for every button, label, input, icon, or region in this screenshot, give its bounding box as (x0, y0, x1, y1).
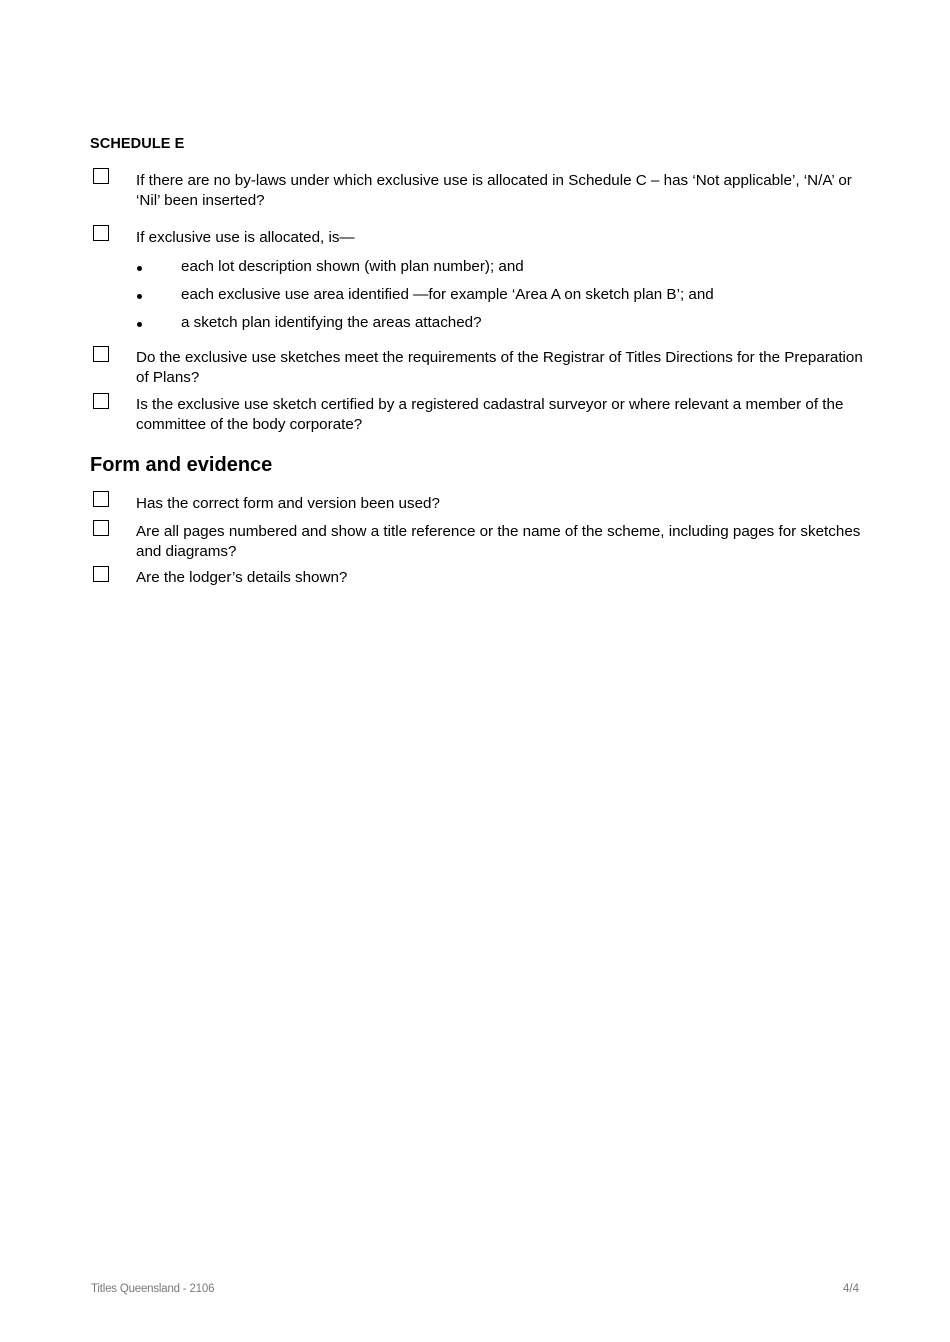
bullet-dot (137, 294, 142, 299)
checkbox-exclusive-use-allocated[interactable] (93, 225, 109, 241)
bullet-exclusive-use-area: each exclusive use area identified —for example ‘Area A on sketch plan B’; and (181, 286, 714, 303)
bullet-dot (137, 322, 142, 327)
checkbox-lodger-details[interactable] (93, 566, 109, 582)
bullet-dot (137, 266, 142, 271)
checkbox-sketch-certified[interactable] (93, 393, 109, 409)
item-pages-numbered-text: Are all pages numbered and show a title reference or the name of the scheme, including pages for sketches and diagrams? (136, 523, 861, 560)
bullet-sketch-plan: a sketch plan identifying the areas attached? (181, 314, 482, 331)
checkbox-correct-form[interactable] (93, 491, 109, 507)
item-exclusive-use-allocated-text: If exclusive use is allocated, is— (136, 229, 355, 246)
schedule-e-heading: SCHEDULE E (90, 136, 185, 152)
form-evidence-heading: Form and evidence (90, 454, 273, 476)
item-sketch-certified-text: Is the exclusive use sketch certified by a registered cadastral surveyor or where relevant a member of the committee of the body corporate? (136, 396, 844, 433)
footer-source: Titles Queensland - 2106 (91, 1283, 215, 1295)
bullet-lot-description: each lot description shown (with plan number); and (181, 258, 524, 275)
item-sketch-requirements-text: Do the exclusive use sketches meet the requirements of the Registrar of Titles Directions for the Preparation of Plans? (136, 349, 863, 386)
footer-page-number: 4/4 (843, 1283, 859, 1295)
checkbox-no-bylaws[interactable] (93, 168, 109, 184)
checkbox-sketch-requirements[interactable] (93, 346, 109, 362)
item-correct-form-text: Has the correct form and version been used? (136, 495, 440, 512)
checkbox-pages-numbered[interactable] (93, 520, 109, 536)
item-lodger-details-text: Are the lodger’s details shown? (136, 569, 348, 586)
item-no-bylaws-text: If there are no by-laws under which exclusive use is allocated in Schedule C – has ‘Not applicable’, ‘N/A’ or ‘Nil’ been inserted? (136, 172, 852, 209)
